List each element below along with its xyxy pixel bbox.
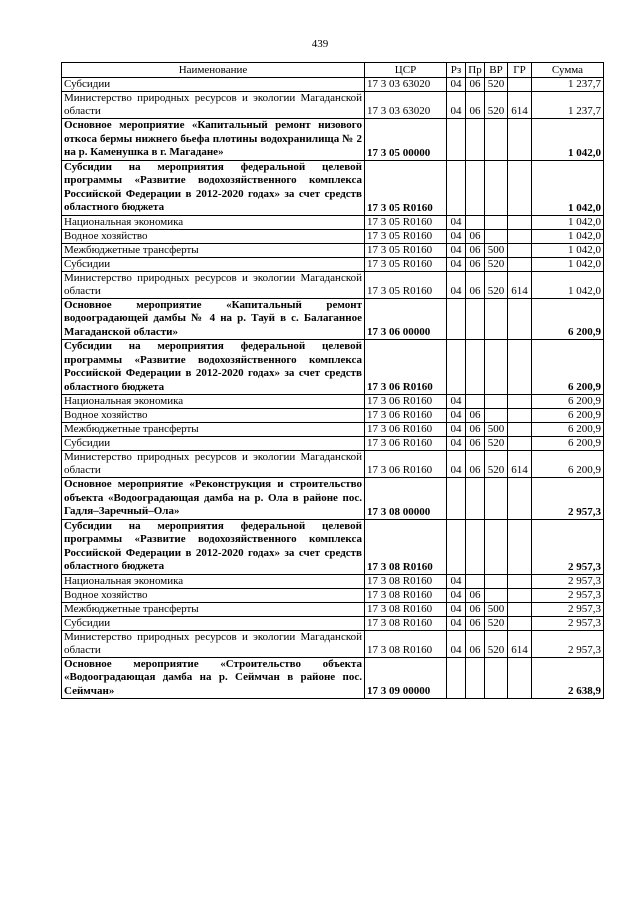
- table-row: [62, 409, 604, 423]
- cell-sum: 1 042,0: [532, 257, 604, 271]
- cell-rz: 04: [447, 243, 466, 257]
- table-row: [62, 298, 604, 340]
- cell-vr: [485, 657, 508, 699]
- cell-vr: [485, 119, 508, 161]
- cell-csr: 17 3 08 R0160: [365, 616, 447, 630]
- table-row: [62, 630, 604, 657]
- cell-vr: [485, 574, 508, 588]
- table-row: [62, 451, 604, 478]
- cell-sum: 6 200,9: [532, 395, 604, 409]
- cell-pr: [466, 160, 485, 215]
- cell-rz: [447, 160, 466, 215]
- cell-vr: 520: [485, 616, 508, 630]
- cell-gr: [508, 602, 532, 616]
- cell-gr: [508, 257, 532, 271]
- cell-sum: 2 957,3: [532, 602, 604, 616]
- cell-vr: [485, 229, 508, 243]
- cell-sum: 6 200,9: [532, 423, 604, 437]
- cell-pr: 06: [466, 257, 485, 271]
- cell-rz: 04: [447, 78, 466, 92]
- cell-rz: 04: [447, 395, 466, 409]
- cell-name: Министерство природных ресурсов и экологии Магаданской области: [62, 271, 365, 298]
- cell-vr: [485, 215, 508, 229]
- table-row: [62, 588, 604, 602]
- cell-pr: [466, 657, 485, 699]
- table-body: [62, 78, 604, 699]
- header-csr: ЦСР: [365, 63, 447, 78]
- cell-gr: [508, 574, 532, 588]
- cell-rz: 04: [447, 271, 466, 298]
- table-row: [62, 340, 604, 395]
- cell-rz: [447, 119, 466, 161]
- cell-name: Субсидии: [62, 437, 365, 451]
- cell-csr: 17 3 08 R0160: [365, 630, 447, 657]
- cell-sum: 6 200,9: [532, 340, 604, 395]
- cell-csr: 17 3 06 R0160: [365, 395, 447, 409]
- cell-name: Субсидии на мероприятия федеральной целевой программы «Развитие водохозяйственного комплекса Российской Федерации в 2012-2020 годах» за счет средств областного бюджета: [62, 160, 365, 215]
- cell-gr: [508, 215, 532, 229]
- cell-vr: [485, 409, 508, 423]
- cell-sum: 1 042,0: [532, 215, 604, 229]
- cell-vr: [485, 160, 508, 215]
- cell-gr: [508, 229, 532, 243]
- cell-sum: 1 042,0: [532, 119, 604, 161]
- cell-gr: [508, 478, 532, 520]
- cell-sum: 2 638,9: [532, 657, 604, 699]
- cell-csr: 17 3 09 00000: [365, 657, 447, 699]
- cell-name: Основное мероприятие «Реконструкция и строительство объекта «Водооградающая дамба на р. Ола в районе пос. Гадля–Заречный–Ола»: [62, 478, 365, 520]
- cell-name: Национальная экономика: [62, 215, 365, 229]
- cell-csr: 17 3 05 R0160: [365, 257, 447, 271]
- cell-name: Основное мероприятие «Капитальный ремонт низового откоса бермы нижнего бьефа плотины водохранилища № 2 на р. Каменушка в г. Магадане»: [62, 119, 365, 161]
- cell-rz: 04: [447, 630, 466, 657]
- cell-csr: 17 3 05 R0160: [365, 243, 447, 257]
- cell-csr: 17 3 06 R0160: [365, 437, 447, 451]
- cell-pr: [466, 119, 485, 161]
- cell-sum: 2 957,3: [532, 630, 604, 657]
- table-row: [62, 160, 604, 215]
- table-row: [62, 574, 604, 588]
- cell-csr: 17 3 06 R0160: [365, 451, 447, 478]
- cell-vr: 520: [485, 271, 508, 298]
- cell-gr: [508, 657, 532, 699]
- cell-name: Субсидии: [62, 257, 365, 271]
- cell-name: Министерство природных ресурсов и экологии Магаданской области: [62, 92, 365, 119]
- cell-rz: 04: [447, 574, 466, 588]
- cell-pr: 06: [466, 271, 485, 298]
- cell-pr: [466, 340, 485, 395]
- cell-sum: 2 957,3: [532, 478, 604, 520]
- cell-name: Субсидии на мероприятия федеральной целевой программы «Развитие водохозяйственного комплекса Российской Федерации в 2012-2020 годах» за счет средств областного бюджета: [62, 519, 365, 574]
- cell-csr: 17 3 05 00000: [365, 119, 447, 161]
- cell-rz: [447, 478, 466, 520]
- table-row: [62, 119, 604, 161]
- table-row: [62, 229, 604, 243]
- cell-sum: 6 200,9: [532, 409, 604, 423]
- cell-csr: 17 3 06 00000: [365, 298, 447, 340]
- cell-rz: 04: [447, 588, 466, 602]
- cell-gr: [508, 119, 532, 161]
- cell-pr: 06: [466, 92, 485, 119]
- cell-rz: 04: [447, 451, 466, 478]
- cell-sum: 2 957,3: [532, 616, 604, 630]
- cell-gr: [508, 298, 532, 340]
- table-row: [62, 657, 604, 699]
- cell-vr: 520: [485, 92, 508, 119]
- header-name: Наименование: [62, 63, 365, 78]
- cell-pr: 06: [466, 423, 485, 437]
- cell-gr: [508, 243, 532, 257]
- cell-name: Министерство природных ресурсов и экологии Магаданской области: [62, 630, 365, 657]
- cell-pr: 06: [466, 229, 485, 243]
- cell-gr: [508, 519, 532, 574]
- cell-pr: [466, 478, 485, 520]
- table-row: [62, 243, 604, 257]
- cell-rz: [447, 298, 466, 340]
- cell-pr: [466, 298, 485, 340]
- cell-csr: 17 3 05 R0160: [365, 160, 447, 215]
- cell-rz: 04: [447, 215, 466, 229]
- cell-vr: 520: [485, 630, 508, 657]
- cell-csr: 17 3 06 R0160: [365, 409, 447, 423]
- cell-pr: 06: [466, 451, 485, 478]
- cell-name: Основное мероприятие «Строительство объекта «Водооградающая дамба на р. Сеймчан в районе пос. Сеймчан»: [62, 657, 365, 699]
- cell-pr: [466, 519, 485, 574]
- cell-gr: [508, 395, 532, 409]
- table-row: [62, 423, 604, 437]
- cell-pr: 06: [466, 588, 485, 602]
- page-number: 439: [311, 38, 329, 50]
- cell-csr: 17 3 03 63020: [365, 78, 447, 92]
- cell-name: Межбюджетные трансферты: [62, 423, 365, 437]
- cell-pr: 06: [466, 243, 485, 257]
- cell-gr: [508, 588, 532, 602]
- cell-gr: [508, 78, 532, 92]
- cell-name: Субсидии: [62, 616, 365, 630]
- cell-gr: [508, 423, 532, 437]
- cell-rz: 04: [447, 409, 466, 423]
- cell-rz: 04: [447, 423, 466, 437]
- table-row: [62, 271, 604, 298]
- cell-csr: 17 3 03 63020: [365, 92, 447, 119]
- cell-rz: 04: [447, 602, 466, 616]
- table-row: [62, 257, 604, 271]
- header-gr: ГР: [508, 63, 532, 78]
- cell-rz: 04: [447, 92, 466, 119]
- cell-name: Водное хозяйство: [62, 409, 365, 423]
- cell-sum: 6 200,9: [532, 437, 604, 451]
- cell-sum: 6 200,9: [532, 451, 604, 478]
- cell-sum: 1 237,7: [532, 92, 604, 119]
- cell-name: Межбюджетные трансферты: [62, 243, 365, 257]
- cell-sum: 1 042,0: [532, 160, 604, 215]
- cell-rz: 04: [447, 437, 466, 451]
- cell-sum: 1 042,0: [532, 243, 604, 257]
- cell-vr: [485, 478, 508, 520]
- cell-vr: [485, 298, 508, 340]
- header-pr: Пр: [466, 63, 485, 78]
- cell-gr: [508, 616, 532, 630]
- cell-name: Национальная экономика: [62, 395, 365, 409]
- cell-rz: 04: [447, 257, 466, 271]
- cell-csr: 17 3 08 R0160: [365, 588, 447, 602]
- cell-pr: [466, 215, 485, 229]
- cell-gr: 614: [508, 92, 532, 119]
- cell-csr: 17 3 08 R0160: [365, 574, 447, 588]
- cell-name: Водное хозяйство: [62, 229, 365, 243]
- cell-vr: 500: [485, 243, 508, 257]
- cell-vr: 520: [485, 437, 508, 451]
- cell-gr: [508, 409, 532, 423]
- cell-vr: 500: [485, 602, 508, 616]
- cell-pr: [466, 574, 485, 588]
- cell-name: Межбюджетные трансферты: [62, 602, 365, 616]
- cell-csr: 17 3 08 00000: [365, 478, 447, 520]
- table-header-row: [62, 63, 604, 78]
- cell-sum: 2 957,3: [532, 519, 604, 574]
- cell-pr: 06: [466, 437, 485, 451]
- table-row: [62, 395, 604, 409]
- cell-pr: 06: [466, 602, 485, 616]
- table-row: [62, 602, 604, 616]
- table-row: [62, 519, 604, 574]
- cell-gr: 614: [508, 451, 532, 478]
- table-row: [62, 478, 604, 520]
- table-row: [62, 92, 604, 119]
- cell-vr: [485, 340, 508, 395]
- cell-sum: 1 042,0: [532, 229, 604, 243]
- cell-csr: 17 3 08 R0160: [365, 602, 447, 616]
- cell-csr: 17 3 08 R0160: [365, 519, 447, 574]
- cell-vr: 520: [485, 257, 508, 271]
- cell-name: Министерство природных ресурсов и экологии Магаданской области: [62, 451, 365, 478]
- cell-vr: 520: [485, 451, 508, 478]
- cell-vr: [485, 588, 508, 602]
- cell-gr: 614: [508, 271, 532, 298]
- cell-vr: 500: [485, 423, 508, 437]
- cell-csr: 17 3 06 R0160: [365, 340, 447, 395]
- cell-csr: 17 3 05 R0160: [365, 229, 447, 243]
- cell-csr: 17 3 05 R0160: [365, 215, 447, 229]
- header-rz: Рз: [447, 63, 466, 78]
- cell-sum: 1 237,7: [532, 78, 604, 92]
- cell-pr: 06: [466, 409, 485, 423]
- cell-gr: 614: [508, 630, 532, 657]
- cell-name: Основное мероприятие «Капитальный ремонт водооградающей дамбы № 4 на р. Тауй в с. Балаганное Магаданской области»: [62, 298, 365, 340]
- cell-rz: [447, 340, 466, 395]
- table-row: [62, 215, 604, 229]
- cell-vr: [485, 395, 508, 409]
- cell-rz: 04: [447, 229, 466, 243]
- table-row: [62, 616, 604, 630]
- cell-gr: [508, 340, 532, 395]
- cell-name: Субсидии: [62, 78, 365, 92]
- cell-rz: 04: [447, 616, 466, 630]
- cell-pr: 06: [466, 630, 485, 657]
- cell-sum: 2 957,3: [532, 574, 604, 588]
- table-row: [62, 78, 604, 92]
- cell-name: Субсидии на мероприятия федеральной целевой программы «Развитие водохозяйственного комплекса Российской Федерации в 2012-2020 годах» за счет средств областного бюджета: [62, 340, 365, 395]
- cell-sum: 2 957,3: [532, 588, 604, 602]
- cell-csr: 17 3 05 R0160: [365, 271, 447, 298]
- cell-name: Водное хозяйство: [62, 588, 365, 602]
- cell-sum: 1 042,0: [532, 271, 604, 298]
- cell-gr: [508, 437, 532, 451]
- budget-table: [61, 62, 604, 699]
- cell-vr: 520: [485, 78, 508, 92]
- header-vr: ВР: [485, 63, 508, 78]
- header-sum: Сумма: [532, 63, 604, 78]
- cell-pr: 06: [466, 78, 485, 92]
- cell-csr: 17 3 06 R0160: [365, 423, 447, 437]
- cell-rz: [447, 519, 466, 574]
- cell-pr: [466, 395, 485, 409]
- cell-gr: [508, 160, 532, 215]
- cell-name: Национальная экономика: [62, 574, 365, 588]
- cell-rz: [447, 657, 466, 699]
- cell-sum: 6 200,9: [532, 298, 604, 340]
- cell-vr: [485, 519, 508, 574]
- table-row: [62, 437, 604, 451]
- cell-pr: 06: [466, 616, 485, 630]
